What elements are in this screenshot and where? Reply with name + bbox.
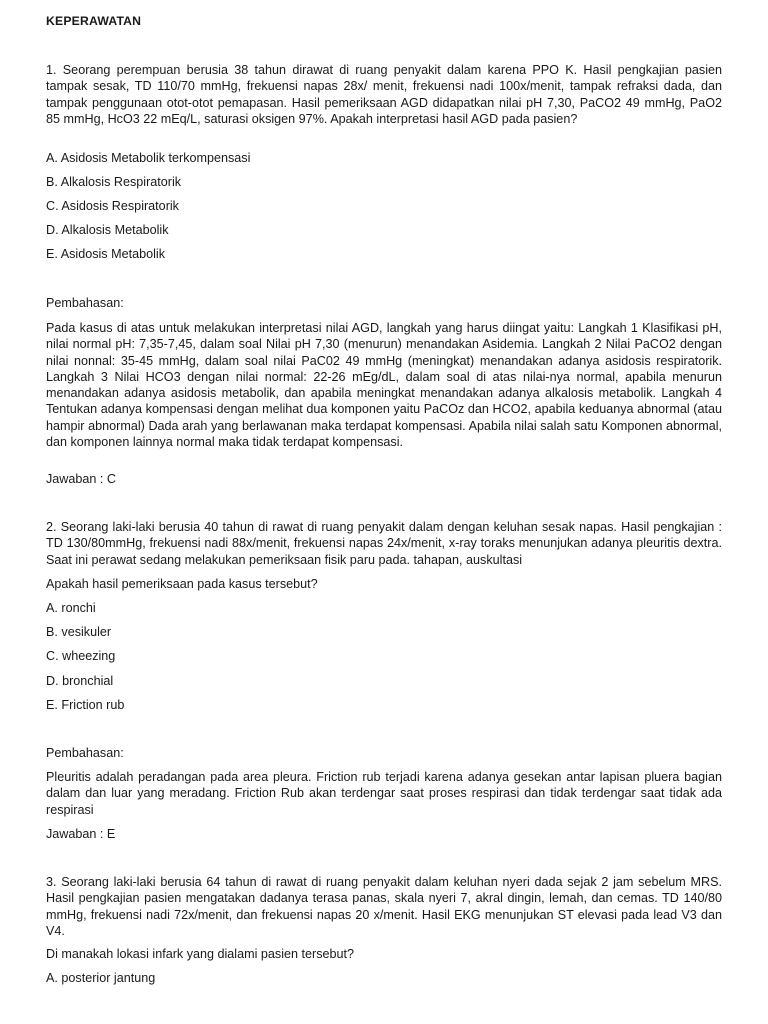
question-2-discussion: Pleuritis adalah peradangan pada area pleura. Friction rub terjadi karena adanya gesekan antar lapisan pluera bagian dalam dan luar yang meradang. Friction Rub akan terdengar saat proses respirasi dan tidak terdengar saat tidak ada respirasi — [46, 770, 722, 817]
question-1-option-e: E. Asidosis Metabolik — [46, 247, 165, 261]
question-2-option-c: C. wheezing — [46, 649, 116, 663]
question-1-discussion: Pada kasus di atas untuk melakukan interpretasi nilai AGD, langkah yang harus diingat yaitu: Langkah 1 Klasifikasi pH, nilai normal pH: 7,35-7,45, dalam soal Nilai pH 7,30 (menurun) menandakan Asidemia. Langkah 2 Nilai PaCO2 dengan nilai nonnal: 35-45 mmHg, dalam soal nilai PaC02 49 mmHg (meningkat) menandakan adanya asidosis respiratorik. Langkah 3 Nilai HCO3 dengan nilai normal: 22-26 mEg/dL, dalam soal di atas nilai-nya normal, apabila menurun menandakan adanya asidosis metabolik, dan apabila meningkat menandakan adanya alkalosis metabolik. Langkah 4 Tentukan adanya kompensasi dengan melihat dua komponen yaitu PaCOz dan HCO2, apabila keduanya abnormal (atau hampir abnormal) Dada arah yang berlawanan maka terdapat kompensasi. Apabila nilai salah satu Komponen abnormal, dan komponen lainnya normal maka tidak terdapat kompensasi. — [46, 321, 722, 450]
question-3-text: 3. Seorang laki-laki berusia 64 tahun di rawat di ruang penyakit dalam keluhan nyeri dada sejak 2 jam sebelum MRS. Hasil pengkajian pasien mengatakan dadanya terasa panas, skala nyeri 7, akral dingin, lemah, dan cemas. TD 140/80 mmHg, frekuensi nadi 72x/menit, dan frekuensi napas 20 x/menit. Hasil EKG menunjukan ST elevasi pada lead V3 dan V4. — [46, 875, 722, 938]
question-1-option-b: B. Alkalosis Respiratorik — [46, 175, 182, 189]
document-title: KEPERAWATAN — [46, 14, 142, 28]
question-2-text: 2. Seorang laki-laki berusia 40 tahun di rawat di ruang penyakit dalam dengan keluhan sesak napas. Hasil pengkajian : TD 130/80mmHg, frekuensi nadi 88x/menit, frekuensi napas 24x/menit, x-ray toraks menunjukan adanya pleuritis dextra. Saat ini perawat sedang melakukan pemeriksaan fisik paru pada. tahapan, auskultasi — [46, 520, 722, 567]
question-2-prompt: Apakah hasil pemeriksaan pada kasus tersebut? — [46, 577, 318, 591]
question-1-option-c: C. Asidosis Respiratorik — [46, 199, 179, 213]
question-3-option-a: A. posterior jantung — [46, 971, 156, 985]
question-2-option-e: E. Friction rub — [46, 698, 125, 712]
question-1-option-d: D. Alkalosis Metabolik — [46, 223, 169, 237]
question-1-answer: Jawaban : C — [46, 472, 117, 486]
question-1-option-a: A. Asidosis Metabolik terkompensasi — [46, 151, 251, 165]
question-2-option-a: A. ronchi — [46, 601, 96, 615]
question-2-discussion-heading: Pembahasan: — [46, 746, 124, 760]
question-1-text: 1. Seorang perempuan berusia 38 tahun dirawat di ruang penyakit dalam karena PPO K. Hasil pengkajian pasien tampak sesak, TD 110/70 mmHg, frekuensi napas 28x/ menit, frekuensi nadi 100x/menit, tampak refraksi dada, dan tampak penggunaan otot-otot pemapasan. Hasil pemeriksaan AGD didapatkan nilai pH 7,30, PaCO2 49 mmHg, PaO2 85 mmHg, HcO3 22 mEq/L, saturasi oksigen 97%. Apakah interpretasi hasil AGD pada pasien? — [46, 63, 722, 126]
question-3-prompt: Di manakah lokasi infark yang dialami pasien tersebut? — [46, 947, 355, 961]
question-2-option-d: D. bronchial — [46, 674, 114, 688]
question-1-discussion-heading: Pembahasan: — [46, 296, 124, 310]
question-2-answer: Jawaban : E — [46, 827, 116, 841]
question-2-option-b: B. vesikuler — [46, 625, 112, 639]
